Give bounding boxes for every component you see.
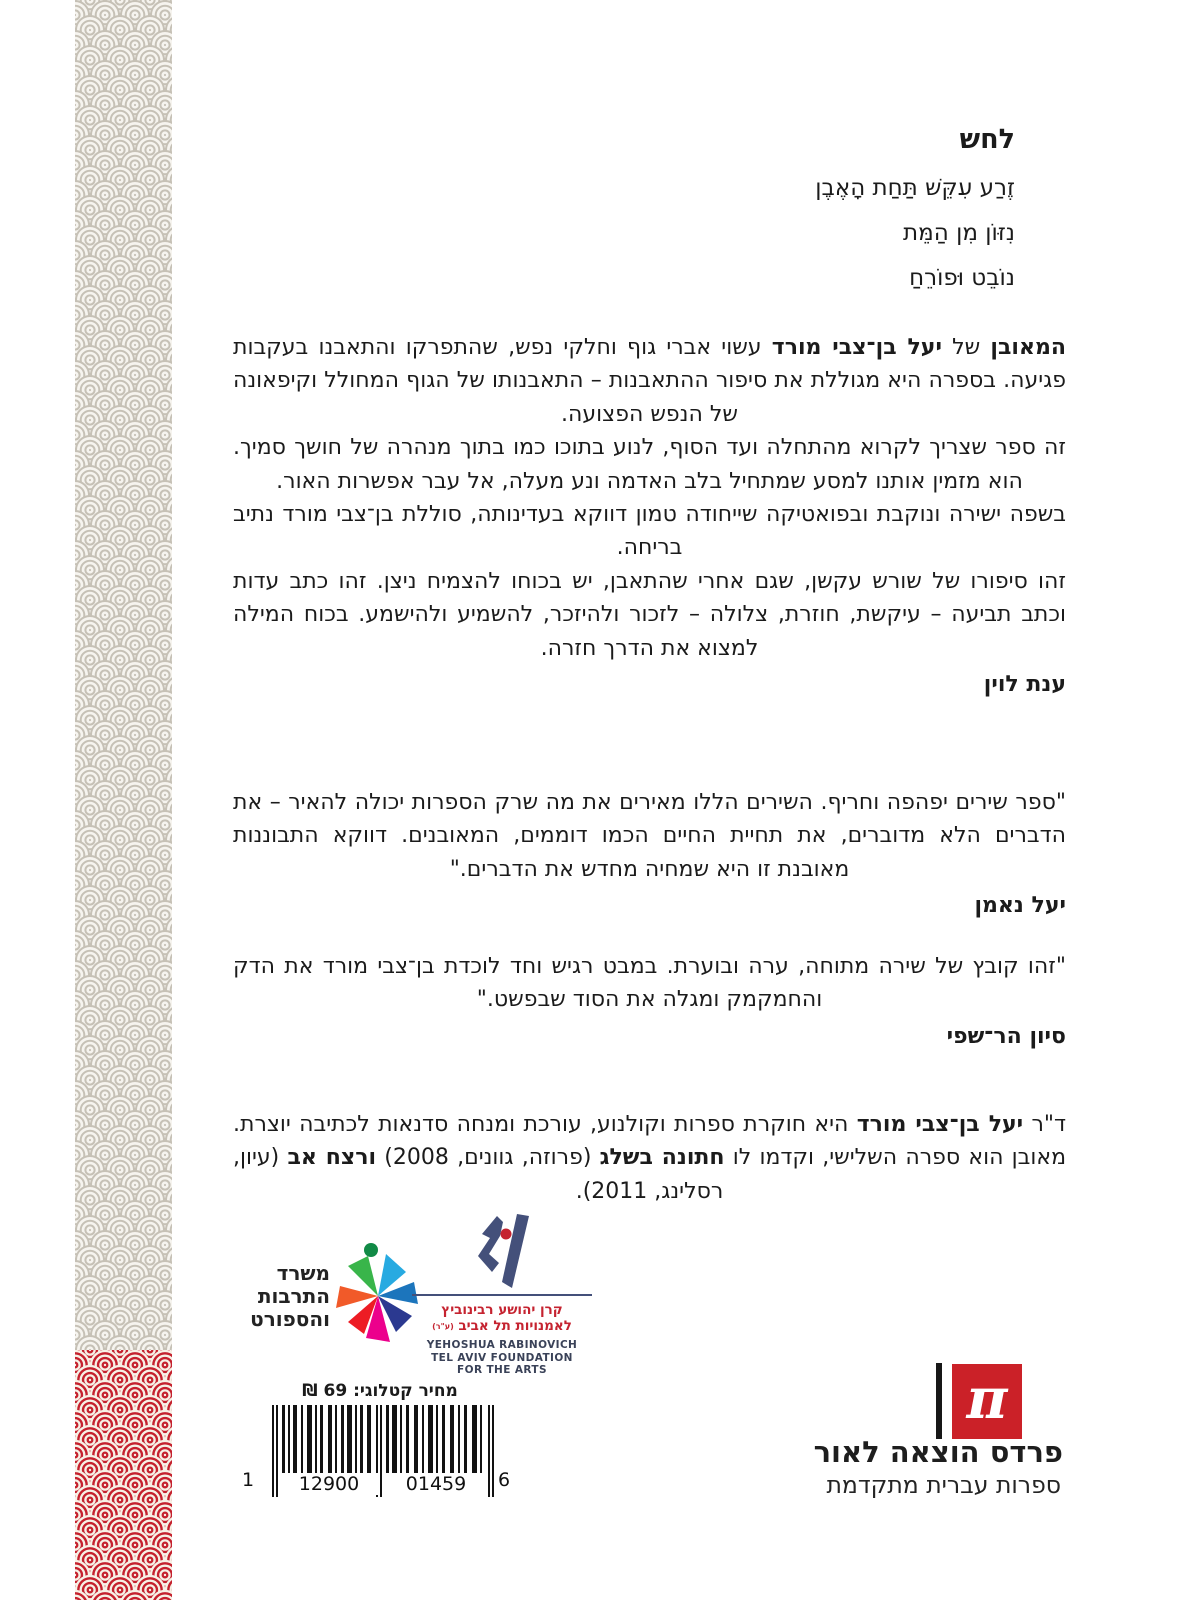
registered-association-mark: (ע"ר) <box>432 1321 454 1331</box>
rabinovich-mark-icon <box>470 1212 534 1290</box>
publisher-logo-bar <box>936 1363 942 1439</box>
back-cover-blurb <box>233 331 1066 697</box>
poem-line: זֶרַע עִקֵּשׁ תַּחַת הָאֶבֶן <box>815 175 1015 201</box>
rabinovich-english-line: YEHOSHUA RABINOVICH <box>426 1339 578 1351</box>
ministry-star-head-dot <box>364 1243 378 1257</box>
seigaiha-pattern-strip <box>75 0 172 1600</box>
barcode-digit-group: 1 <box>242 1469 255 1491</box>
ministry-logo-text <box>248 1262 330 1331</box>
poem-line: נִזּוֹן מִן הַמֵּת <box>903 220 1015 246</box>
barcode-digit-group: 6 <box>498 1469 511 1491</box>
ministry-text-line: משרד <box>276 1261 330 1285</box>
blurb-paragraph: המאובן של יעל בן־צבי מורד עשוי אברי גוף וחלקי נפש, שהתפרקו והתאבנו בעקבות פגיעה. בספרה היא מגוללת את סיפור ההתאבנות – התאבנותו של הגוף המחולל וקיפאונה של הנפש הפצועה. <box>233 335 1066 427</box>
ministry-text-line: והספורט <box>250 1307 330 1331</box>
pardes-publisher-logo <box>952 1364 1022 1439</box>
rabinovich-english-line: TEL AVIV FOUNDATION <box>431 1351 573 1364</box>
quote-text: "ספר שירים יפהפה וחריף. השירים הללו מאירים את מה שרק הספרות יכולה להאיר – את הדברים הלא מדוברים, את תחיית החיים הכמו דוממים, המאובנים. דווקא התבוננות מאובנת זו היא שמחיה מחדש את הדברים." <box>233 790 1066 882</box>
barcode <box>242 1405 511 1497</box>
rabinovich-divider <box>412 1294 592 1296</box>
blurb-attribution: ענת לוין <box>983 672 1066 698</box>
author-bio <box>233 1108 1066 1208</box>
rabinovich-foundation-logo <box>412 1212 592 1377</box>
ministry-text-line: התרבות <box>257 1284 330 1308</box>
blurb-paragraph: זה ספר שצריך לקרוא מהתחלה ועד הסוף, לנוע בתוכו כמו בתוך מנהרה של חושך סמיך. הוא מזמין אותנו למסע שמתחיל בלב האדמה ונע מעלה, אל עבר אפשרות האור. <box>233 435 1066 494</box>
rabinovich-hebrew-name <box>412 1303 592 1334</box>
endorsement-quote <box>233 786 1066 918</box>
blurb-paragraph: זהו סיפורו של שורש עקשן, שגם אחרי שהתאבן, יש בכוחו להצמיח ניצן. זהו כתב עדות וכתב תביעה – עיקשת, חוזרת, צלולה – לזכור ולהיזכר, להשמיע ולהישמע. בכוח המילה למצוא את הדרך חזרה. <box>233 568 1066 661</box>
quote-attribution: יעל נאמן <box>974 893 1066 919</box>
barcode-digit-group: 12900 <box>280 1473 378 1495</box>
rabinovich-english-name <box>412 1339 592 1377</box>
rabinovich-english-line: FOR THE ARTS <box>457 1364 547 1376</box>
rabinovich-hebrew-line: לאמנויות תל אביב (ע"ר) <box>432 1317 572 1334</box>
book-title: לחש <box>959 124 1015 156</box>
quote-text: "זהו קובץ של שירה מתוחה, ערה ובוערת. במבט רגיש וחד לוכדת בן־צבי מורד את הדק והחמקמק ומגלה את הסוד שבפשט." <box>233 954 1066 1013</box>
rabinovich-hebrew-line: קרן יהושע רבינוביץ <box>441 1302 563 1318</box>
catalog-price: מחיר קטלוגי: 69 ₪ <box>302 1381 458 1401</box>
endorsement-quote <box>233 950 1066 1049</box>
publisher-name: פרדס הוצאה לאור <box>813 1435 1063 1469</box>
strip-gray-section <box>75 0 172 1350</box>
barcode-digit-group: 01459 <box>384 1473 488 1495</box>
bio-paragraph: ד"ר יעל בן־צבי מורד היא חוקרת ספרות וקולנוע, עורכת ומנחה סדנאות לכתיבה יוצרת. מאובן הוא ספרה השלישי, וקדמו לו חתונה בשלג (פרוזה, גוונים, 2008) ורצח אב (עיון, רסלינג, 2011). <box>233 1112 1067 1204</box>
poem-line: נוֹבֵט וּפוֹרֵחַ <box>909 265 1015 291</box>
publisher-tagline: ספרות עברית מתקדמת <box>826 1471 1061 1499</box>
strip-red-section <box>75 1350 172 1600</box>
pi-icon: π <box>966 1365 1008 1432</box>
barcode-block <box>242 1381 511 1497</box>
ministry-of-culture-logo <box>248 1240 438 1352</box>
blurb-paragraph: בשפה ישירה ונוקבת ובפואטיקה שייחודה טמון דווקא בעדינותה, סוללת בן־צבי מורד נתיב בריחה. <box>233 502 1066 561</box>
quote-attribution: סיון הר־שפי <box>946 1023 1066 1049</box>
poem-excerpt <box>815 166 1015 301</box>
